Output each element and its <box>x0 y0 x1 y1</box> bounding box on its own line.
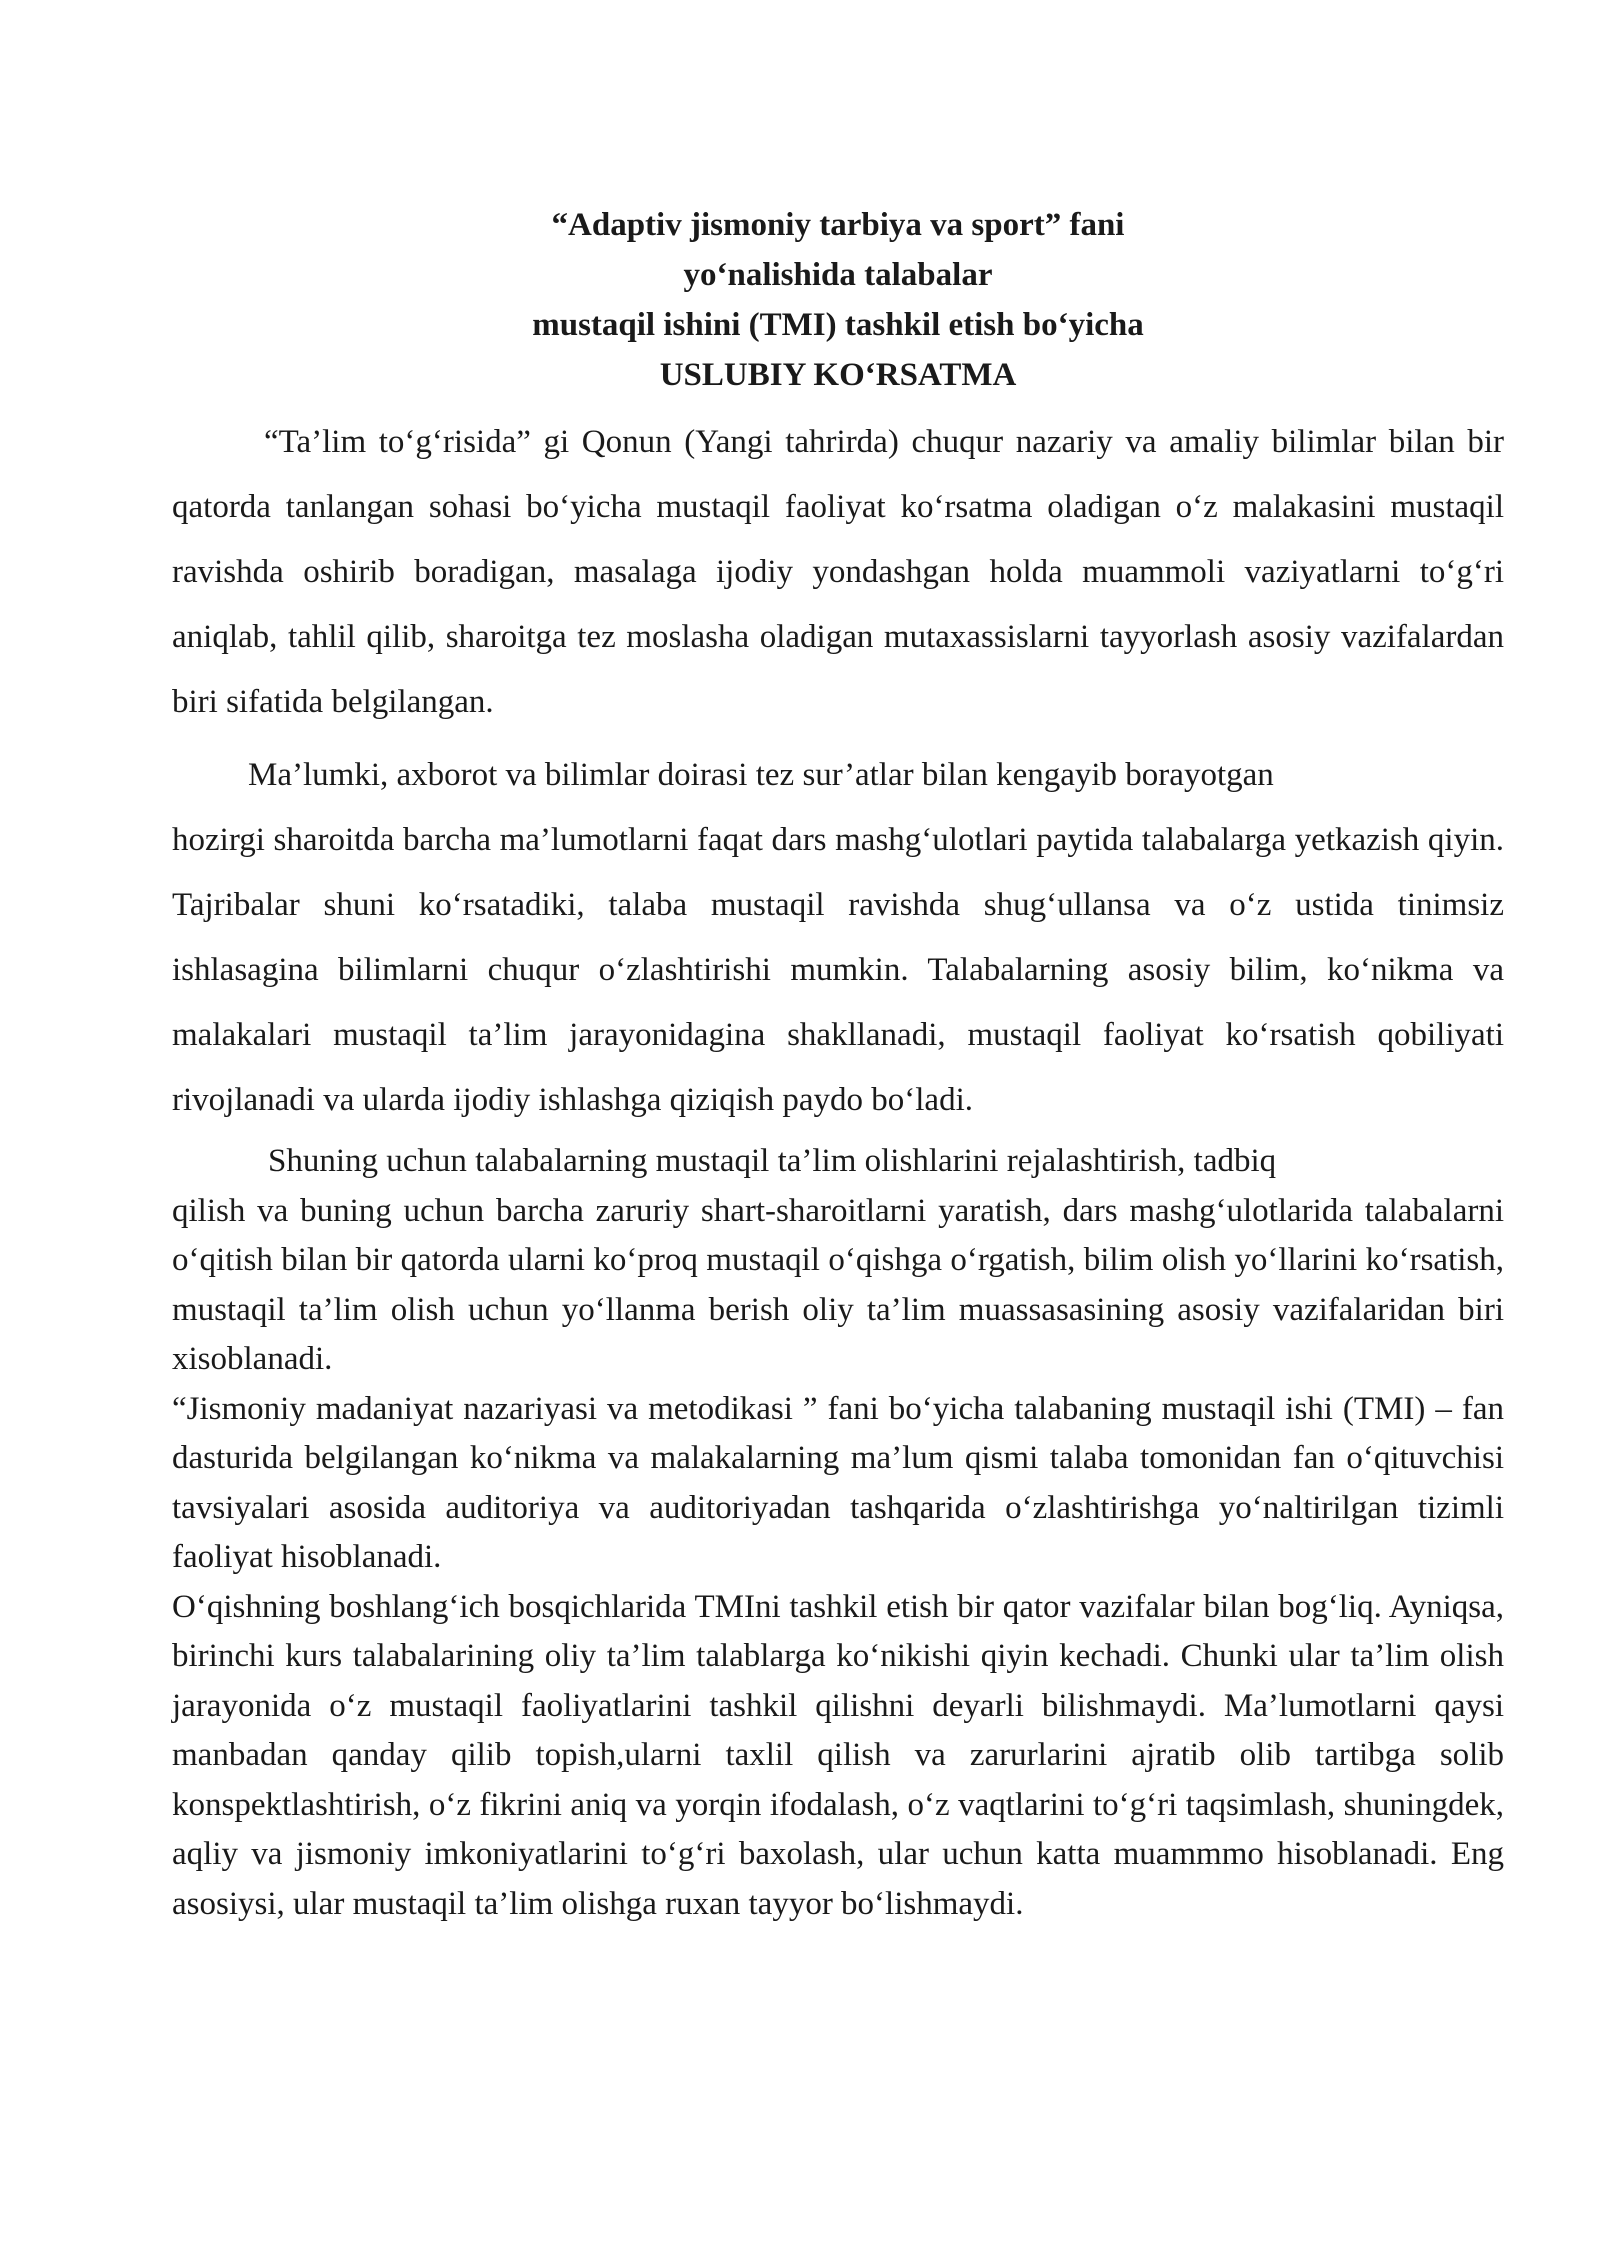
paragraph-2-body: hozirgi sharoitda barcha ma’lumotlarni faqat dars mashg‘ulotlari paytida talabalarga yetkazish qiyin. Tajribalar shuni ko‘rsatadiki, talaba mustaqil ravishda shug‘ullansa va o‘z ustida tinimsiz ishlasagina bilimlarni chuqur o‘zlashtirishi mumkin. Talabalarning asosiy bilim, ko‘nikma va malakalari mustaqil ta’lim jarayonidagina shakllanadi, mustaqil faoliyat ko‘rsatish qobiliyati rivojlanadi va ularda ijodiy ishlashga qiziqish paydo bo‘ladi. <box>172 822 1504 1118</box>
paragraph-4: “Jismoniy madaniyat nazariyasi va metodikasi ” fani bo‘yicha talabaning mustaqil ishi (TMI) – fan dasturida belgilangan ko‘nikma va malakalarning ma’lum qismi talaba tomonidan fan o‘qituvchisi tavsiyalari asosida auditoriya va auditoriyadan tashqarida o‘zlashtirishga yo‘naltirilgan tizimli faoliyat hisoblanadi. <box>172 1390 1504 1575</box>
title-line-3: mustaqil ishini (TMI) tashkil etish bo‘yicha <box>532 307 1144 343</box>
title-line-4: USLUBIY KO‘RSATMA <box>659 357 1017 393</box>
paragraph-3 <box>172 1137 1504 1385</box>
paragraph-2-first-line: Ma’lumki, axborot va bilimlar doirasi tez sur’atlar bilan kengayib borayotgan <box>248 757 1274 793</box>
paragraph-1: “Ta’lim to‘g‘risida” gi Qonun (Yangi tahrirda) chuqur nazariy va amaliy bilimlar bilan bir qatorda tanlangan sohasi bo‘yicha mustaqil faoliyat ko‘rsatma oladigan o‘z malakasini mustaqil ravishda oshirib boradigan, masalaga ijodiy yondashgan holda muammoli vaziyatlarni to‘g‘ri aniqlab, tahlil qilib, sharoitga tez moslasha oladigan mutaxassislarni tayyorlash asosiy vazifalardan biri sifatida belgilangan. <box>172 424 1504 720</box>
paragraph-3-first-line: Shuning uchun talabalarning mustaqil ta’lim olishlarini rejalashtirish, tadbiq <box>268 1143 1277 1179</box>
title-line-1: “Adaptiv jismoniy tarbiya va sport” fani <box>551 207 1125 243</box>
paragraph-3-body: qilish va buning uchun barcha zaruriy shart-sharoitlarni yaratish, dars mashg‘ulotlarida talabalarni o‘qitish bilan bir qatorda ularni ko‘proq mustaqil o‘qishga o‘rgatish, bilim olish yo‘llarini ko‘rsatish, mustaqil ta’lim olish uchun yo‘llanma berish oliy ta’lim muassasasining asosiy vazifalaridan biri xisoblanadi. <box>172 1192 1504 1377</box>
document-page <box>172 200 1504 1929</box>
paragraph-2 <box>172 743 1504 1133</box>
title-line-2: yo‘nalishida talabalar <box>683 257 993 293</box>
document-title <box>172 200 1504 400</box>
paragraph-5: O‘qishning boshlang‘ich bosqichlarida TMIni tashkil etish bir qator vazifalar bilan bog‘liq. Ayniqsa, birinchi kurs talabalarining oliy ta’lim talablarga ko‘nikishi qiyin kechadi. Chunki ular ta’lim olish jarayonida o‘z mustaqil faoliyatlarini tashkil qilishni deyarli bilishmaydi. Ma’lumotlarni qaysi manbadan qanday qilib topish,ularni taxlil qilish va zarurlarini ajratib olib tartibga solib konspektlashtirish, o‘z fikrini aniq va yorqin ifodalash, o‘z vaqtlarini to‘g‘ri taqsimlash, shuningdek, aqliy va jismoniy imkoniyatlarini to‘g‘ri baxolash, ular uchun katta muammmo hisoblanadi. Eng asosiysi, ular mustaqil ta’lim olishga ruxan tayyor bo‘lishmaydi. <box>172 1588 1504 1922</box>
